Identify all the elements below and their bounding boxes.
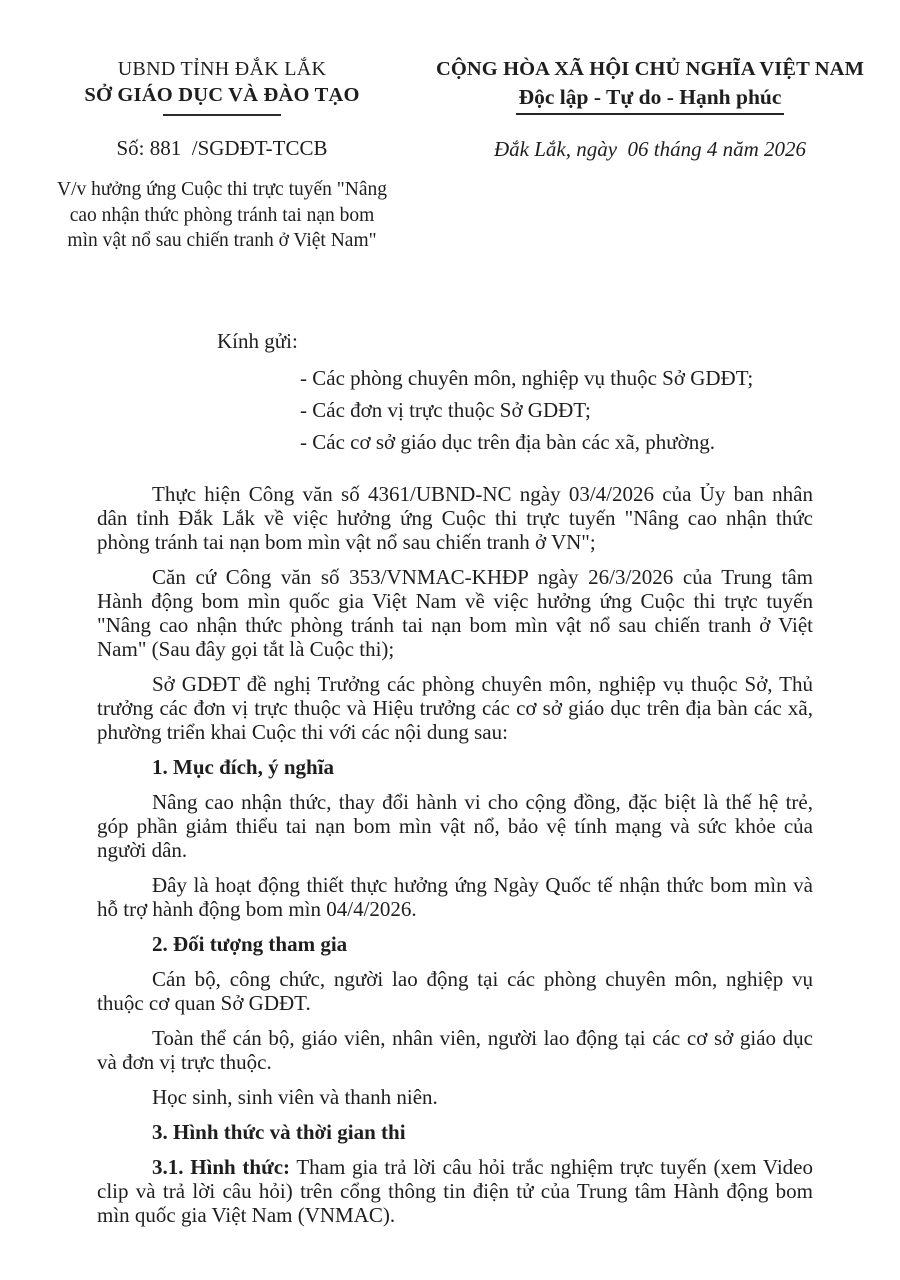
section-heading-1: 1. Mục đích, ý nghĩa [152, 755, 335, 779]
section-heading-2: 2. Đối tượng tham gia [152, 932, 348, 956]
paragraph-basis-1: Thực hiện Công văn số 4361/UBND-NC ngày 03/4/2026 của Ủy ban nhân dân tỉnh Đắk Lắk về việc hưởng ứng Cuộc thi trực tuyến "Nâng cao nhận thức phòng tránh tai nạn bom mìn vật nổ sau chiến tranh ở VN"; [97, 482, 813, 554]
recipient-list [300, 362, 813, 458]
section-3-1-text: Tham gia trả lời câu hỏi trắc nghiệm trực tuyến (xem Video clip và trả lời câu hỏi) trên cổng thông tin điện tử của Trung tâm Hành động bom mìn quốc gia Việt Nam (VNMAC). [97, 1155, 813, 1227]
org-name: SỞ GIÁO DỤC VÀ ĐÀO TẠO [84, 84, 360, 106]
section-1-paragraph-2: Đây là hoạt động thiết thực hưởng ứng Ngày Quốc tế nhận thức bom mìn và hỗ trợ hành động bom mìn 04/4/2026. [97, 873, 813, 921]
salutation-label: Kính gửi: [217, 329, 298, 353]
paragraph-block [97, 482, 813, 1227]
national-header-block [408, 58, 892, 162]
recipient-item: - Các đơn vị trực thuộc Sở GDĐT; [300, 398, 591, 422]
letter-body [97, 328, 813, 1238]
org-parent-name: UBND TỈNH ĐẮK LẮK [117, 58, 327, 80]
paragraph-request: Sở GDĐT đề nghị Trưởng các phòng chuyên môn, nghiệp vụ thuộc Sở, Thủ trưởng các đơn vị trực thuộc và Hiệu trưởng các cơ sở giáo dục trên địa bàn các xã, phường triển khai Cuộc thi với các nội dung sau: [97, 672, 813, 744]
recipient-item: - Các phòng chuyên môn, nghiệp vụ thuộc Sở GDĐT; [300, 366, 754, 390]
section-heading-3: 3. Hình thức và thời gian thi [152, 1120, 406, 1144]
issuing-org-block [52, 58, 392, 254]
section-3-paragraph-1 [97, 1155, 813, 1227]
section-3-1-label: 3.1. Hình thức: [152, 1155, 291, 1179]
recipient-item: - Các cơ sở giáo dục trên địa bàn các xã, phường. [300, 430, 715, 454]
paragraph-basis-2: Căn cứ Công văn số 353/VNMAC-KHĐP ngày 26/3/2026 của Trung tâm Hành động bom mìn quốc gia Việt Nam về việc hưởng ứng Cuộc thi trực tuyến "Nâng cao nhận thức phòng tránh tai nạn bom mìn vật nổ sau chiến tranh ở Việt Nam" (Sau đây gọi tắt là Cuộc thi); [97, 565, 813, 661]
section-2-paragraph-1: Cán bộ, công chức, người lao động tại các phòng chuyên môn, nghiệp vụ thuộc cơ quan Sở GDĐT. [97, 967, 813, 1015]
section-2-paragraph-2: Toàn thể cán bộ, giáo viên, nhân viên, người lao động tại các cơ sở giáo dục và đơn vị trực thuộc. [97, 1026, 813, 1074]
place-and-date: Đắk Lắk, ngày 06 tháng 4 năm 2026 [493, 137, 807, 161]
section-2-paragraph-3: Học sinh, sinh viên và thanh niên. [152, 1085, 438, 1109]
national-title: CỘNG HÒA XÃ HỘI CHỦ NGHĨA VIỆT NAM [435, 58, 865, 80]
document-subject: V/v hưởng ứng Cuộc thi trực tuyến "Nâng cao nhận thức phòng tránh tai nạn bom mìn vật nổ sau chiến tranh ở Việt Nam" [57, 179, 387, 251]
national-motto-wrap [408, 81, 892, 115]
national-motto: Độc lập - Tự do - Hạnh phúc [516, 85, 785, 115]
org-underline-rule [163, 114, 281, 116]
section-1-paragraph-1: Nâng cao nhận thức, thay đổi hành vi cho cộng đồng, đặc biệt là thế hệ trẻ, góp phần giảm thiểu tai nạn bom mìn vật nổ, bảo vệ tính mạng và sức khỏe của người dân. [97, 790, 813, 862]
document-number: Số: 881 /SGDĐT-TCCB [116, 136, 328, 160]
